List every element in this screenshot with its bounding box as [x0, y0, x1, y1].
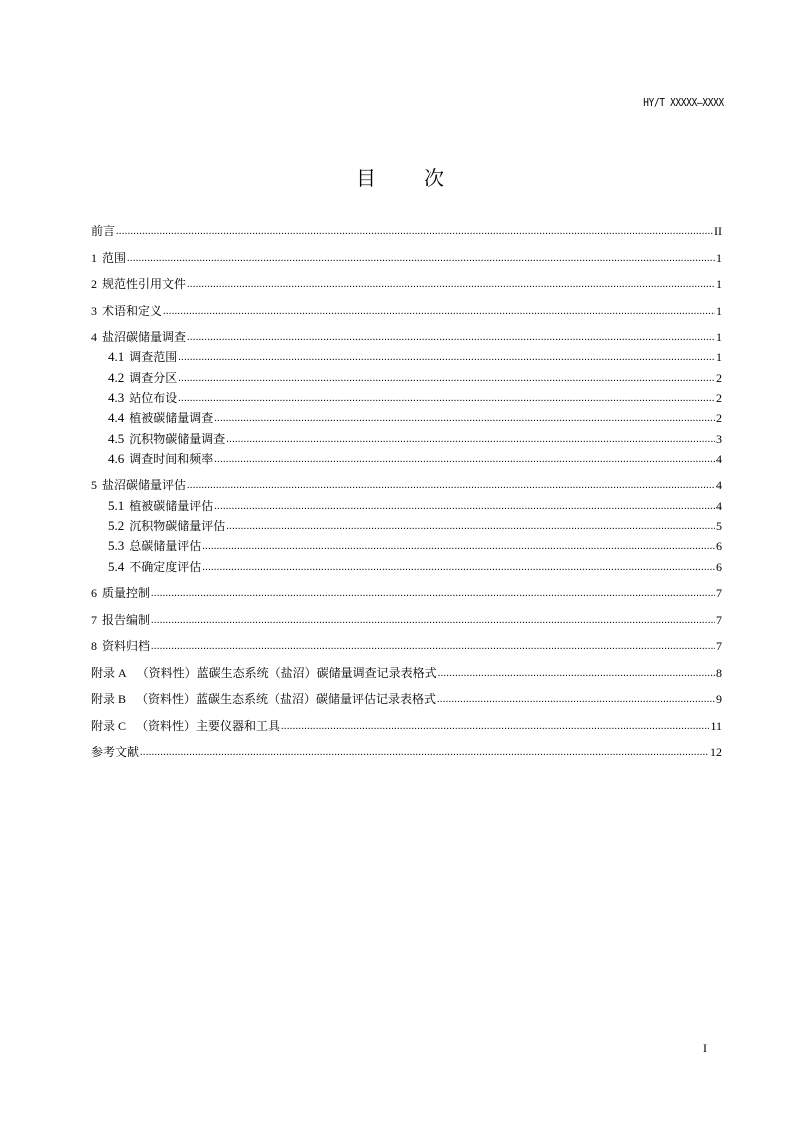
toc-entry-number: 附录 A [91, 666, 127, 680]
toc-entry-number: 5.2 [108, 518, 125, 533]
toc-entry[interactable] [91, 718, 722, 734]
toc-entry-page: 1 [716, 277, 722, 291]
toc-entry[interactable] [108, 518, 722, 534]
toc-entry-label: 术语和定义 [102, 304, 163, 318]
toc-entry-number: 4.1 [108, 349, 125, 364]
toc-entry-number: 5.3 [108, 538, 125, 553]
toc-entry-label: 沉积物碳储量调查 [129, 432, 226, 446]
toc-entry[interactable] [91, 303, 722, 319]
toc-entry-label: 不确定度评估 [129, 560, 202, 574]
toc-entry[interactable] [108, 431, 722, 447]
toc-entry-label: 植被碳储量评估 [129, 499, 214, 513]
toc-entry-page: 2 [716, 391, 722, 405]
document-code: HY/T XXXXX—XXXX [643, 96, 724, 109]
toc-entry-number: 4 [91, 330, 97, 344]
toc-entry-label: （资料性）主要仪器和工具 [136, 719, 281, 733]
toc-entry-number: 4.6 [108, 451, 125, 466]
page-number: I [703, 1041, 707, 1055]
dot-leader [187, 479, 715, 493]
toc-entry-page: 1 [716, 304, 722, 318]
toc-entry-label: 报告编制 [102, 613, 151, 627]
toc-entry[interactable] [91, 477, 722, 493]
toc-entry-label: 总碳储量评估 [129, 539, 202, 553]
toc-entry-page: 6 [716, 539, 722, 553]
toc-entry-label: 前言 [91, 224, 116, 238]
toc-entry-number: 4.5 [108, 431, 125, 446]
toc-entry-label: 沉积物碳储量评估 [129, 519, 226, 533]
toc-entry-page: 2 [716, 371, 722, 385]
toc-entry-page: 7 [716, 639, 722, 653]
toc-entry-label: 调查范围 [129, 350, 178, 364]
toc-entry[interactable] [108, 370, 722, 386]
dot-leader [226, 433, 715, 447]
toc-entry[interactable] [108, 498, 722, 514]
dot-leader [178, 372, 715, 386]
toc-entry[interactable] [91, 585, 722, 601]
toc-entry-label: （资料性）蓝碳生态系统（盐沼）碳储量评估记录表格式 [136, 692, 437, 706]
toc-entry[interactable] [91, 665, 722, 681]
toc-entry[interactable] [108, 559, 722, 575]
toc-entry-label: 范围 [102, 251, 127, 265]
toc-entry-label: 植被碳储量调查 [129, 411, 214, 425]
toc-entry-label: 调查分区 [129, 371, 178, 385]
dot-leader [214, 500, 715, 514]
toc-entry[interactable] [108, 349, 722, 365]
toc-entry[interactable] [91, 223, 722, 239]
dot-leader [127, 252, 715, 266]
toc-entry-number: 4.4 [108, 410, 125, 425]
toc-entry-page: 1 [716, 350, 722, 364]
dot-leader [202, 540, 715, 554]
toc-entry-number: 3 [91, 304, 97, 318]
dot-leader [202, 561, 715, 575]
toc-entry-page: 4 [716, 478, 722, 492]
dot-leader [281, 720, 709, 734]
toc-entry-page: II [714, 224, 722, 238]
toc-entry-page: 4 [716, 452, 722, 466]
toc-entry[interactable] [91, 276, 722, 292]
toc-entry-page: 9 [716, 692, 722, 706]
toc-entry-page: 6 [716, 560, 722, 574]
dot-leader [116, 225, 713, 239]
toc-entry-number: 4.2 [108, 370, 125, 385]
dot-leader [437, 693, 715, 707]
toc-entry-number: 2 [91, 277, 97, 291]
dot-leader [438, 667, 715, 681]
toc-entry-page: 3 [716, 432, 722, 446]
dot-leader [214, 453, 715, 467]
toc-entry-label: 参考文献 [91, 745, 140, 759]
toc-entry-number: 5.4 [108, 559, 125, 574]
toc-entry-page: 5 [716, 519, 722, 533]
toc-entry[interactable] [91, 744, 722, 760]
dot-leader [151, 614, 715, 628]
toc-entry-number: 6 [91, 586, 97, 600]
toc-entry-page: 11 [710, 719, 722, 733]
toc-entry-number: 附录 C [91, 719, 127, 733]
toc-entry-label: 资料归档 [102, 639, 151, 653]
toc-entry-number: 8 [91, 639, 97, 653]
toc-entry-page: 2 [716, 411, 722, 425]
toc-entry-page: 8 [716, 666, 722, 680]
toc-entry-label: 质量控制 [102, 586, 151, 600]
toc-entry[interactable] [108, 410, 722, 426]
dot-leader [178, 392, 715, 406]
dot-leader [214, 412, 715, 426]
dot-leader [151, 640, 715, 654]
toc-entry-label: 站位布设 [129, 391, 178, 405]
title-char-2: 次 [424, 166, 444, 190]
toc-entry-label: （资料性）蓝碳生态系统（盐沼）碳储量调查记录表格式 [136, 666, 437, 680]
toc-entry-number: 5 [91, 478, 97, 492]
toc-entry-page: 12 [710, 745, 722, 759]
toc-entry-page: 7 [716, 586, 722, 600]
dot-leader [140, 746, 709, 760]
toc-entry[interactable] [91, 250, 722, 266]
dot-leader [178, 351, 715, 365]
toc-entry-page: 4 [716, 499, 722, 513]
toc-entry-label: 调查时间和频率 [129, 452, 214, 466]
toc-entry[interactable] [108, 451, 722, 467]
toc-entry[interactable] [91, 612, 722, 628]
toc-entry-page: 1 [716, 330, 722, 344]
toc-entry-number: 4.3 [108, 390, 125, 405]
dot-leader [187, 278, 715, 292]
toc-entry-label: 盐沼碳储量评估 [102, 478, 187, 492]
toc-entry-page: 7 [716, 613, 722, 627]
toc-entry-label: 规范性引用文件 [102, 277, 187, 291]
toc-entry-number: 5.1 [108, 498, 125, 513]
title-char-1: 目 [356, 166, 376, 190]
toc-entry-number: 附录 B [91, 692, 127, 706]
toc-entry-number: 1 [91, 251, 97, 265]
toc-entry-number: 7 [91, 613, 97, 627]
dot-leader [187, 331, 715, 345]
toc-entry[interactable] [108, 390, 722, 406]
dot-leader [151, 587, 715, 601]
toc-entry[interactable] [91, 691, 722, 707]
toc-entry[interactable] [108, 538, 722, 554]
toc-entry[interactable] [91, 329, 722, 345]
toc-entry-label: 盐沼碳储量调查 [102, 330, 187, 344]
toc-entry-page: 1 [716, 251, 722, 265]
toc-entry[interactable] [91, 638, 722, 654]
dot-leader [163, 305, 715, 319]
dot-leader [226, 520, 715, 534]
